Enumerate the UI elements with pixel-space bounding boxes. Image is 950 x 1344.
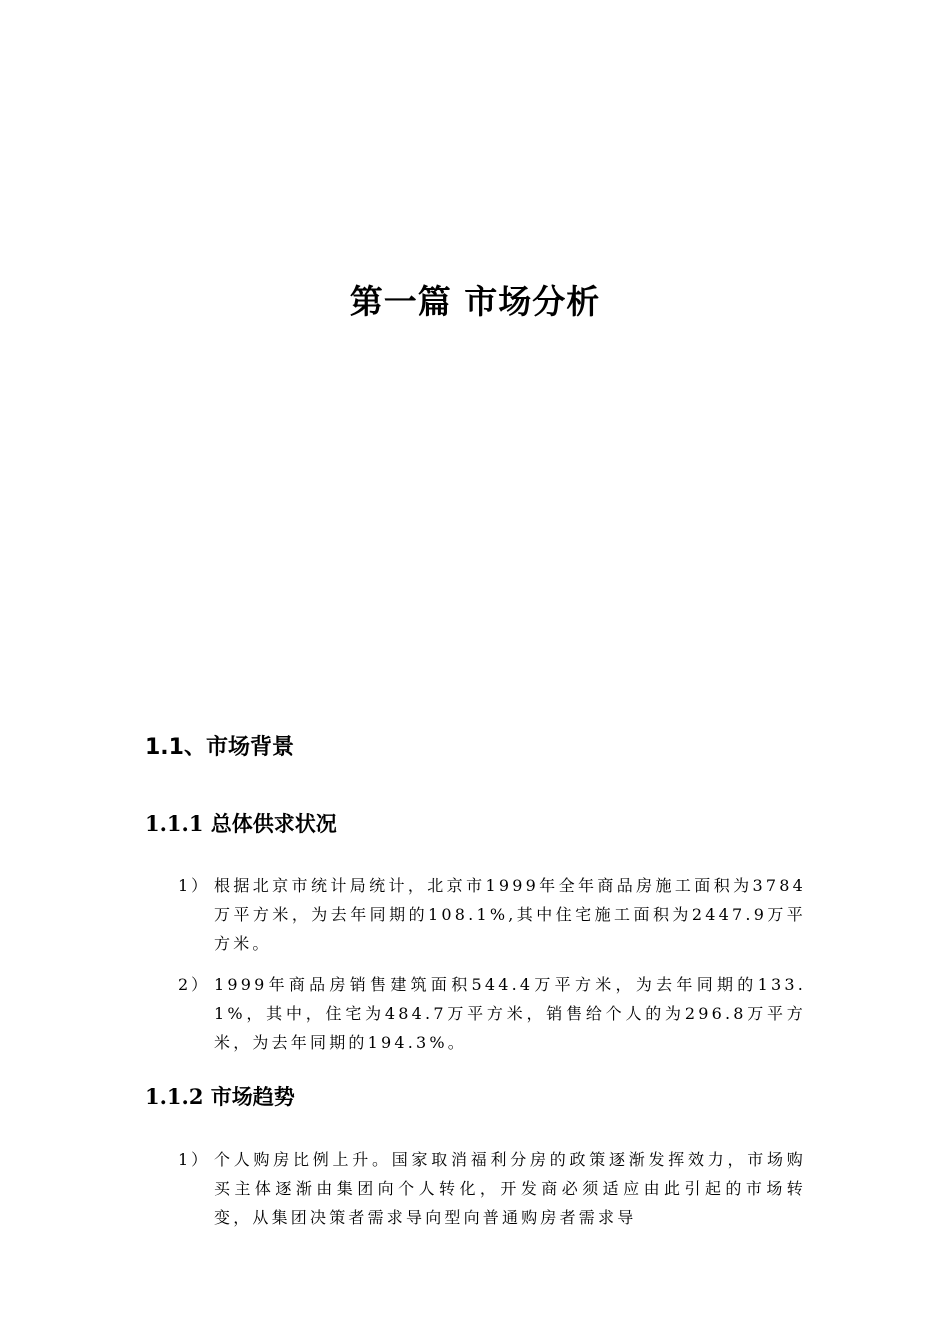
list-item-text: 1999年商品房销售建筑面积544.4万平方米，为去年同期的133.1%，其中，住宅为484.7万平方米，销售给个人的为296.8万平方米，为去年同期的194.3%。: [214, 975, 806, 1052]
list-item-number: 1）: [178, 1150, 211, 1169]
list-item-text: 个人购房比例上升。国家取消福利分房的政策逐渐发挥效力，市场购买主体逐渐由集团向个人转化，开发商必须适应由此引起的市场转变，从集团决策者需求导向型向普通购房者需求导: [214, 1150, 806, 1227]
list-item-number: 1）: [178, 876, 211, 895]
section-heading: 1.1、市场背景: [145, 735, 294, 760]
chapter-title: 第一篇 市场分析: [349, 282, 601, 321]
list-item: [178, 871, 806, 958]
list-item: [178, 970, 806, 1057]
list-item-text: 根据北京市统计局统计，北京市1999年全年商品房施工面积为3784万平方米，为去年同期的108.1%,其中住宅施工面积为2447.9万平方米。: [214, 876, 806, 953]
list-item-number: 2）: [178, 975, 211, 994]
subsection-heading-supply-demand: 1.1.1 总体供求状况: [145, 811, 337, 836]
subsection-heading-market-trend: 1.1.2 市场趋势: [145, 1084, 295, 1109]
list-item: [178, 1145, 806, 1232]
